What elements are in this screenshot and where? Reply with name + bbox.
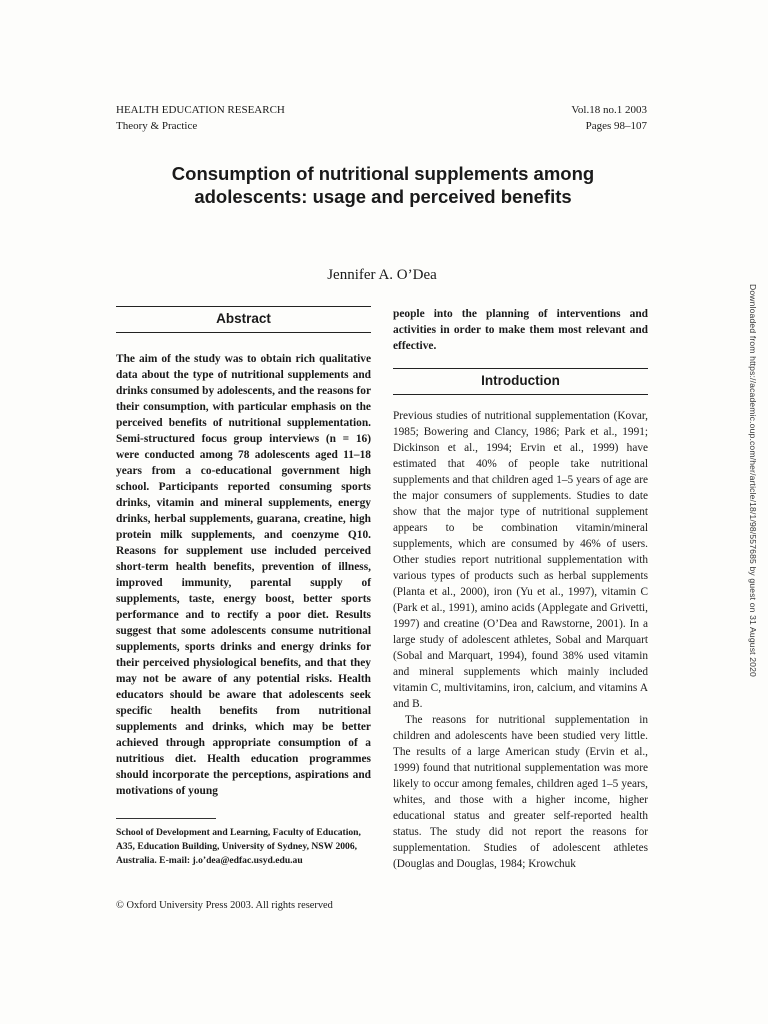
author-name: Jennifer A. O’Dea: [327, 267, 437, 283]
journal-subtitle: Theory & Practice: [116, 120, 198, 132]
author-affiliation: School of Development and Learning, Faculty of Education, A35, Education Building, University of Sydney, NSW 2006, Australia. E-mail: j.o’dea@edfac.usyd.edu.au: [116, 827, 361, 866]
abstract-heading: Abstract: [116, 306, 371, 333]
abstract-text: The aim of the study was to obtain rich qualitative data about the type of nutritional supplements and drinks consumed by adolescents, and the reasons for their consumption, with particular emphasis on the perceived benefits of nutritional supplementation. Semi-structured focus group interviews (n = 16) were conducted among 78 adolescents aged 11–18 years from a co-educational government high school. Participants reported consuming sports drinks, vitamin and mineral supplements, energy drinks, herbal supplements, guarana, creatine, high protein milk supplements, and coenzyme Q10. Reasons for supplement use included perceived short-term health benefits, prevention of illness, improved immunity, parental supply of supplements, taste, energy boost, better sports performance and to rectify a poor diet. Results suggest that some adolescents consume nutritional supplements, sports drinks and energy drinks for their perceived physiological benefits, and that they may not be aware of any potential risks. Health educators should be aware that adolescents seek specific health benefits from nutritional supplements and drinks, which may be better achieved through appropriate consumption of a nutritious diet. Health education programmes should incorporate the perceptions, aspirations and motivations of young: [116, 353, 371, 797]
journal-name: HEALTH EDUCATION RESEARCH: [116, 104, 285, 116]
running-header-right: [571, 102, 647, 134]
volume-info: Vol.18 no.1 2003: [571, 104, 647, 116]
running-header-left: [116, 102, 285, 134]
introduction-paragraph-2: The reasons for nutritional supplementation in children and adolescents have been studied very little. The results of a large American study (Ervin et al., 1999) found that nutritional supplementation was more likely to occur among females, children aged 1–5 years, whites, and those with a higher income, higher educational status and greater self-reported health status. The study did not report the reasons for supplementation. Studies of adolescent athletes (Douglas and Douglas, 1984; Krowchuk: [393, 714, 648, 870]
article-title: [110, 162, 656, 208]
introduction-paragraph-1: Previous studies of nutritional supplementation (Kovar, 1985; Bowering and Clancy, 1986; Park et al., 1991; Dickinson et al., 1994; Ervin et al., 1999) have estimated that 40% of people take nutritional supplements and that children aged 1–5 years of age are the major consumers of supplements. Studies to date show that the major type of nutritional supplement appears to be combination vitamin/mineral supplements, which are consumed by 46% of users. Other studies report nutritional supplementation with various types of products such as herbal supplements (Planta et al., 2000), iron (Yu et al., 1997), vitamin C (Park et al., 1991), amino acids (Applegate and Grivetti, 1997) and creatine (O’Dea and Rawstorne, 2001). In a large study of adolescent athletes, Sobal and Marquart (Sobal and Marquart, 1994), found 38% used vitamin and mineral supplements which mainly included vitamin C, multivitamins, iron, calcium, and vitamins A and B.: [393, 410, 648, 710]
copyright-notice: © Oxford University Press 2003. All rights reserved: [116, 900, 333, 911]
download-watermark: Downloaded from https://academic.oup.com/her/article/18/1/98/557685 by guest on 31 August 2020: [748, 284, 758, 677]
introduction-heading: Introduction: [393, 368, 648, 395]
article-title-line-1: Consumption of nutritional supplements among: [171, 163, 595, 184]
page-range: Pages 98–107: [585, 120, 647, 132]
article-title-line-2: adolescents: usage and perceived benefits: [194, 186, 572, 207]
abstract-continued: people into the planning of interventions and activities in order to make them most relevant and effective.: [393, 308, 648, 352]
affiliation-divider: [116, 818, 216, 819]
right-column: [393, 306, 648, 872]
left-column: [116, 306, 371, 799]
